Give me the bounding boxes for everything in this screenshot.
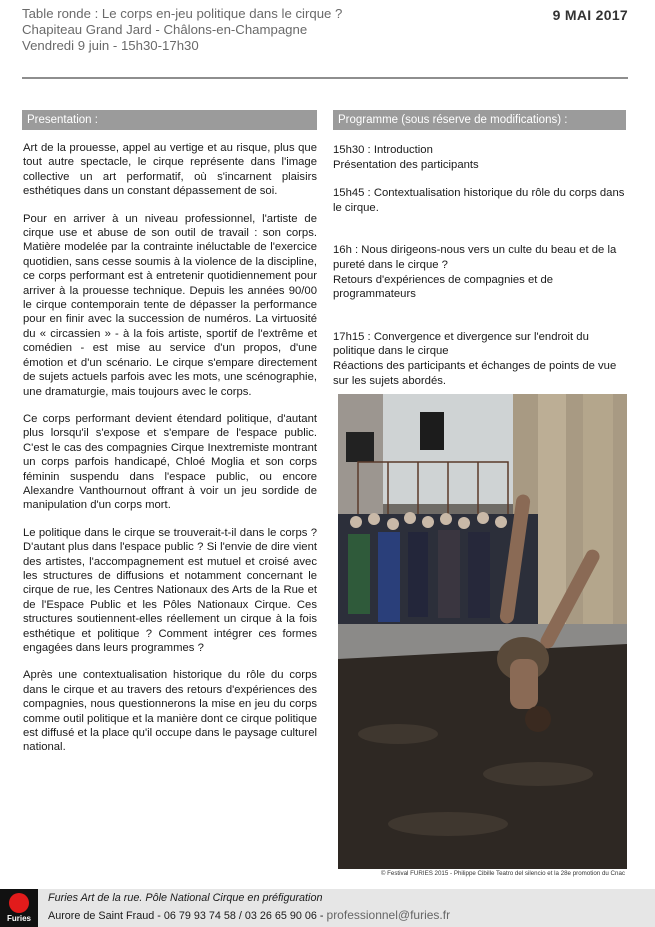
presentation-paragraph: Pour en arriver à un niveau professionnel, l'artiste de cirque use et abuse de son outil de travail : son corps. Matière modelée par la contrainte inéluctable de l'exercice quotidien, sans cesse soumis à la violence de la discipline, ce corps performant est à entretenir quotidiennement pour arriver à la prouesse technique. Depuis les années 90/00 le cirque contemporain tente de dépasser la performance pour en finir avec la succession de numéros. La virtuosité du « circassien » - à la fois artiste, sportif de l'extrême et comédien - est mise au service d'un propos, d'une émotion et d'un scénario. Le cirque s'empare directement de sujets actuels parfois avec les mots, une scénographie, une dramaturgie, mais toujours avec le corps. bbox=[23, 212, 317, 398]
document-header bbox=[22, 6, 628, 54]
event-title: Table ronde : Le corps en-jeu politique dans le cirque ? bbox=[22, 6, 343, 21]
footer-email-link[interactable]: professionnel@furies.fr bbox=[326, 908, 451, 922]
programme-item-detail: Réactions des participants et échanges de points de vue sur les sujets abordés. bbox=[333, 359, 617, 387]
footer-contact bbox=[48, 908, 450, 922]
programme-item bbox=[333, 143, 626, 172]
header-divider bbox=[22, 77, 628, 79]
presentation-paragraph: Le politique dans le cirque se trouverait-t-il dans le corps ? D'autant plus dans l'espace public ? Si l'envie de dire vient des artistes, l'accompagnement est mutuel et croisé avec les structures de diffusions et notamment concernant le cirque de rue, les Centres Nationaux des Arts de la Rue et de l'Espace Public et les Pôles Nationaux Cirque. Ces structures soutiennent-elles réellement un cirque à la fois esthétique et politique ? Comment intégrer ces formes engagées dans leurs programmes ? bbox=[23, 526, 317, 654]
logo-text: Furies bbox=[6, 914, 31, 923]
presentation-paragraph: Après une contextualisation historique du rôle du corps dans le cirque et au travers des retours d'expériences des compagnies, nous questionnerons la mise en jeu du corps comme outil politique et la manière dont ce cirque politique est diffusé et la place qu'il occupe dans le paysage culturel national. bbox=[23, 669, 317, 754]
programme-item-detail: Présentation des participants bbox=[333, 158, 479, 171]
programme-item-title: 17h15 : Convergence et divergence sur l'endroit du politique dans le cirque bbox=[333, 330, 589, 358]
footer-organisation: Furies Art de la rue. Pôle National Cirque en préfiguration bbox=[48, 892, 323, 904]
furies-logo bbox=[0, 889, 38, 927]
footer-contact-text: Aurore de Saint Fraud - 06 79 93 74 58 / 03 26 65 90 06 - bbox=[48, 910, 327, 922]
event-venue: Chapiteau Grand Jard - Châlons-en-Champagne bbox=[22, 22, 308, 37]
presentation-paragraph: Ce corps performant devient étendard politique, d'autant plus lorsqu'il s'expose et s'empare de l'espace public. C'est le cas des compagnies Cirque Inextremiste montrant un corps parfois handicapé, Chloé Moglia et son corps féminin suspendu dans l'espace public, ou encore Alexandre Vanthournout offrant à voir un jeu sordide de manipulation d'un corps mort. bbox=[23, 412, 317, 512]
document-date: 9 MAI 2017 bbox=[552, 7, 628, 23]
presentation-heading: Presentation : bbox=[22, 110, 317, 130]
programme-item-title: 15h45 : Contextualisation historique du rôle du corps dans le cirque. bbox=[333, 187, 625, 214]
programme-heading: Programme (sous réserve de modifications) : bbox=[333, 110, 626, 130]
programme-item-title: 15h30 : Introduction bbox=[333, 144, 433, 156]
programme-body bbox=[333, 143, 626, 388]
performance-photo bbox=[338, 394, 627, 869]
presentation-paragraph: Art de la prouesse, appel au vertige et au risque, plus que tout autre spectacle, le cirque représente dans l'image collective un art performatif, où s'incarnent plaisirs esthétiques dans un constant dépassement de soi. bbox=[23, 142, 317, 198]
photo-credit: © Festival FURIES 2015 - Philippe Cibille Teatro del silencio et la 28e promotion du Cnac bbox=[380, 870, 625, 877]
programme-item bbox=[333, 186, 626, 215]
programme-item bbox=[333, 330, 626, 388]
programme-item-detail: Retours d'expériences de compagnies et de programmateurs bbox=[333, 273, 554, 301]
programme-item-title: 16h : Nous dirigeons-nous vers un culte du beau et de la pureté dans le cirque ? bbox=[333, 244, 617, 271]
event-datetime: Vendredi 9 juin - 15h30-17h30 bbox=[22, 38, 199, 53]
programme-item bbox=[333, 243, 626, 301]
presentation-body bbox=[23, 141, 317, 768]
logo-red-circle-icon bbox=[9, 893, 29, 913]
